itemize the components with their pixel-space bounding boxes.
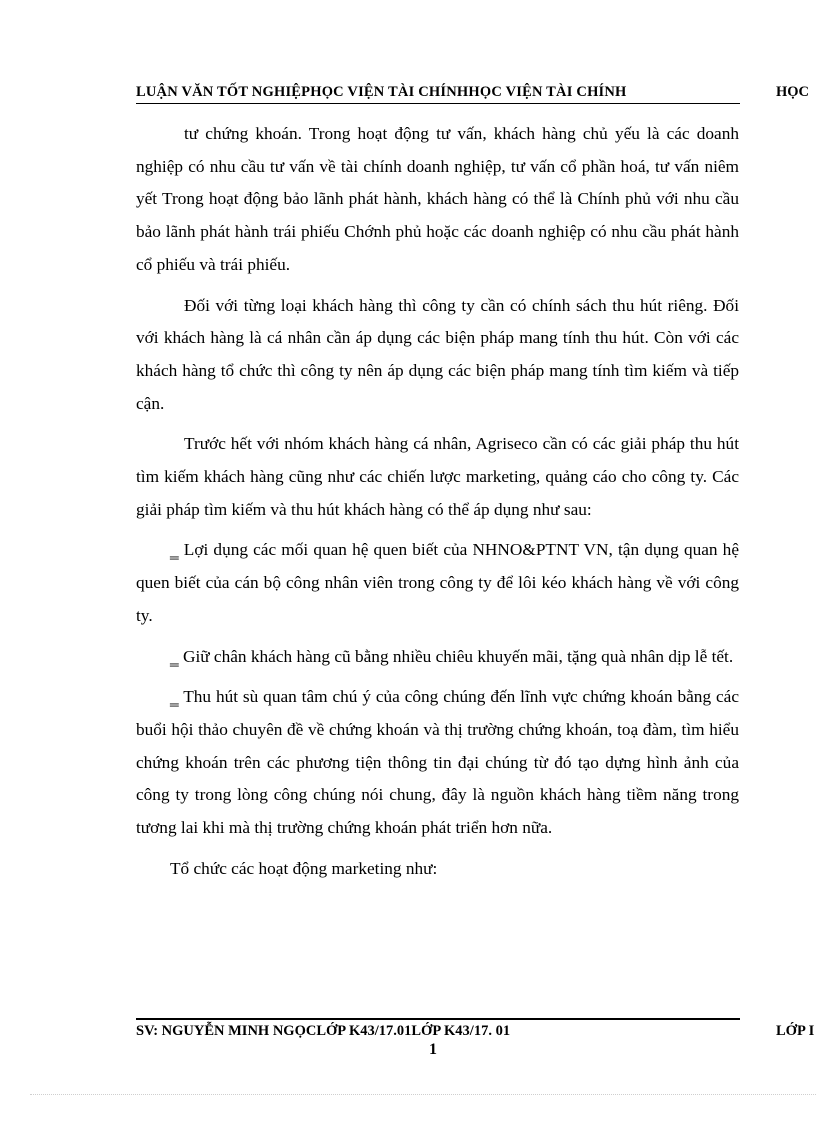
- paragraph-customer-policy: Đối với từng loại khách hàng thì công ty cần có chính sách thu hút riêng. Đối với khách hàng là cá nhân cần áp dụng các biện pháp mang tính thu hút. Còn với các khách hàng tổ chức thì công ty nên áp dụng các biện pháp mang tính tìm kiếm và tiếp cận.: [136, 295, 739, 413]
- paragraph-continuation: tư chứng khoán. Trong hoạt động tư vấn, khách hàng chủ yếu là các doanh nghiệp có nhu cầu tư vấn về tài chính doanh nghiệp, tư vấn cổ phần hoá, tư vấn niêm yết Trong hoạt động bảo lãnh phát hành, khách hàng có thể là Chính phủ với nhu cầu bảo lãnh phát hành trái phiếu Chớnh phủ hoặc các doanh nghiệp có nhu cầu phát hành cổ phiếu và trái phiếu.: [136, 124, 739, 274]
- header-divider: [136, 103, 740, 104]
- paragraph-individual-customers: Trước hết với nhóm khách hàng cá nhân, Agriseco cần có các giải pháp thu hút tìm kiếm khách hàng cũng như các chiến lược marketing, quảng cáo cho công ty. Các giải pháp tìm kiếm và thu hút khách hàng có thể áp dụng như sau:: [136, 434, 739, 519]
- list-item-retention: ‗ Giữ chân khách hàng cũ bằng nhiều chiêu khuyến mãi, tặng quà nhân dịp lễ tết.: [170, 646, 734, 666]
- body-text: [136, 118, 739, 893]
- footer-divider: [136, 1018, 740, 1020]
- running-header-overflow: HỌC: [776, 84, 810, 100]
- running-footer-overflow: LỚP I: [776, 1023, 815, 1039]
- paragraph-marketing-intro: Tổ chức các hoạt động marketing như:: [170, 858, 438, 878]
- list-item-public-attention: ‗ Thu hút sù quan tâm chú ý của công chúng đến lĩnh vực chứng khoán bằng các buổi hội thảo chuyên đề về chứng khoán và thị trường chứng khoán, toạ đàm, tìm hiểu chứng khoán trên các phương tiện thông tin đại chúng từ đó tạo dựng hình ảnh của công ty trong lòng công chúng nói chung, đây là nguồn khách hàng tiềm năng trong tương lai khi mà thị trường chứng khoán phát triển hơn nữa.: [136, 687, 739, 838]
- list-item-relationships: ‗ Lợi dụng các mối quan hệ quen biết của NHNO&PTNT VN, tận dụng quan hệ quen biết của cán bộ công nhân viên trong công ty để lôi kéo khách hàng về với công ty.: [136, 540, 739, 625]
- page-number: 1: [429, 1041, 437, 1058]
- running-header-title: LUẬN VĂN TỐT NGHIỆPHỌC VIỆN TÀI CHÍNHHỌC VIỆN TÀI CHÍNH: [136, 84, 627, 100]
- page-bottom-edge: [30, 1094, 816, 1095]
- running-footer-student: SV: NGUYỄN MINH NGỌCLỚP K43/17.01LỚP K43/17. 01: [136, 1023, 511, 1039]
